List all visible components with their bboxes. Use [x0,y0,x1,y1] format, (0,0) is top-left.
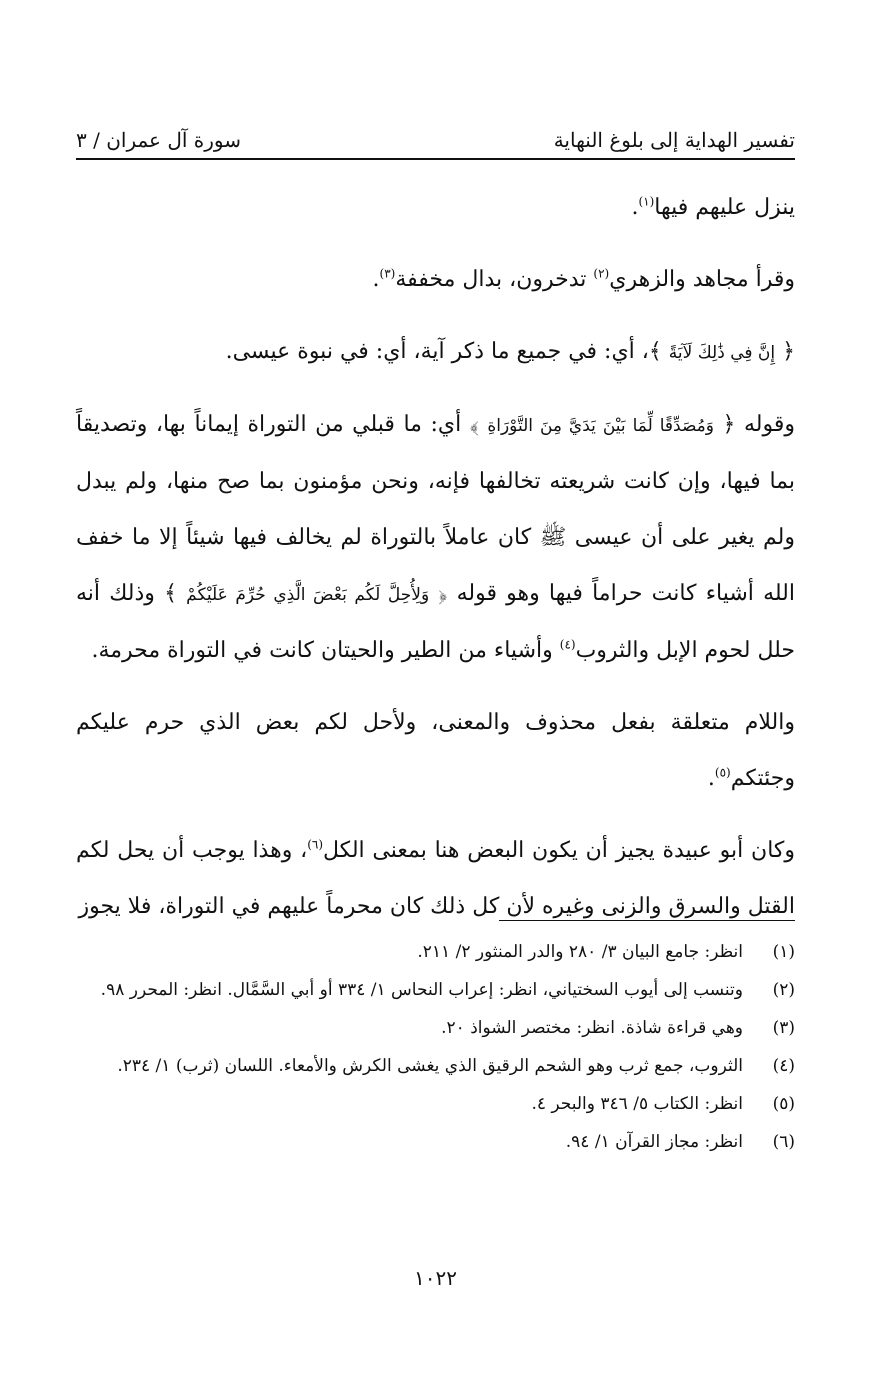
paragraph-4-text-b: أي: ما قبلي من التوراة إيماناً بها، وتصديقاً بما فيها، وإن كانت شريعته تخالفها فإنه، ونحن مؤمنون بما صح منها، ولم يبدل ولم يغير على أن عيسى ﷺ كان عاملاً بالتوراة لم يخالف فيها شيئاً إلا ما خفف الله أشياء كانت حراماً فيها وهو قوله [76,412,795,606]
footnote [76,1086,795,1122]
footnotes [76,934,795,1162]
paragraph-5 [76,695,795,807]
quran-bracket-close: ﴾ [469,412,488,437]
paragraph-5-text: واللام متعلقة بفعل محذوف والمعنى، ولأحل لكم بعض الذي حرم عليكم وجئتكم [76,710,795,791]
paragraph-4-text-a: وقوله [735,412,795,437]
quran-bracket-open: ﴿ [714,412,736,437]
footnote [76,1124,795,1160]
footnote-number: (٢) [772,980,795,1000]
quran-bracket-open: ﴿ [429,581,448,606]
footnote-number: (٥) [772,1094,795,1114]
footnote-ref-1: (١) [638,194,655,209]
main-text [76,180,795,951]
paragraph-1-end: . [631,195,639,220]
paragraph-2-end: . [372,267,380,292]
paragraph-3 [76,324,795,381]
paragraph-2 [76,252,795,308]
footnote-number: (١) [772,942,795,962]
paragraph-3-text: ، أي: في جميع ما ذكر آية، أي: في نبوة عيسى. [225,339,649,364]
footnote-text: انظر: الكتاب ٥/ ٣٤٦ والبحر ٤. [531,1094,743,1114]
footnote-text: وهي قراءة شاذة. انظر: مختصر الشواذ ٢٠. [441,1018,743,1038]
book-title: تفسير الهداية إلى بلوغ النهاية [553,128,795,152]
paragraph-5-end: . [707,766,715,791]
footnote [76,1010,795,1046]
footnote-text: الثروب، جمع ثرب وهو الشحم الرقيق الذي يغشى الكرش والأمعاء. اللسان (ثرب) ١/ ٢٣٤. [117,1056,743,1076]
footnote [76,972,795,1008]
paragraph-4-text-d: وأشياء من الطير والحيتان كانت في التوراة محرمة. [91,638,560,663]
paragraph-2-text-b: تدخرون، بدال مخففة [395,267,594,292]
paragraph-6-text-a: وكان أبو عبيدة يجيز أن يكون البعض هنا بمعنى الكل [323,838,795,863]
footnote-text: انظر: جامع البيان ٣/ ٢٨٠ والدر المنثور ٢/ ٢١١. [417,942,743,962]
footnote [76,1048,795,1084]
quran-verse: وَلِأُحِلَّ لَكُم بَعْضَ الَّذِي حُرِّمَ عَلَيْكُمْ [186,585,430,605]
book-page [76,0,795,1382]
footnote-ref-6: (٦) [307,837,324,852]
footnote-number: (٦) [772,1132,795,1152]
footnote-ref-3: (٣) [379,266,396,281]
footnote-divider [499,920,795,921]
footnote-number: (٤) [772,1056,795,1076]
paragraph-6 [76,823,795,935]
footnote [76,934,795,970]
footnote-ref-5: (٥) [714,765,731,780]
paragraph-4-text-c: وذلك أنه حلل لحوم الإبل والثروب [76,581,795,663]
paragraph-1-text: ينزل عليهم فيها [654,195,795,220]
paragraph-6-text-b: ، وهذا يوجب أن يحل لكم القتل والسرق والزنى وغيره لأن كل ذلك كان محرماً عليهم في التوراة، فلا يجوز [76,838,795,919]
footnote-text: انظر: مجاز القرآن ١/ ٩٤. [565,1132,743,1152]
paragraph-4 [76,397,795,679]
footnote-text: وتنسب إلى أيوب السختياني، انظر: إعراب النحاس ١/ ٣٣٤ أو أبي السَّمَّال. انظر: المحرر ٩٨. [100,980,743,1000]
running-header [76,112,795,160]
paragraph-2-text-a: وقرأ مجاهد والزهري [609,267,795,292]
paragraph-1 [76,180,795,236]
page-number: ١٠٢٢ [414,1266,457,1290]
surah-label: سورة آل عمران / ٣ [76,128,242,152]
footnote-ref-2: (٢) [593,266,610,281]
quran-bracket-close: ﴾ [648,339,669,364]
quran-bracket-close: ﴾ [164,581,187,606]
quran-verse: إِنَّ فِي ذَٰلِكَ لَآيَةً [668,343,776,363]
quran-bracket-open: ﴿ [775,339,795,364]
quran-verse: وَمُصَدِّقًا لِّمَا بَيْنَ يَدَيَّ مِنَ التَّوْرَاةِ [487,416,715,436]
footnote-ref-4: (٤) [559,637,576,652]
footnote-number: (٣) [772,1018,795,1038]
